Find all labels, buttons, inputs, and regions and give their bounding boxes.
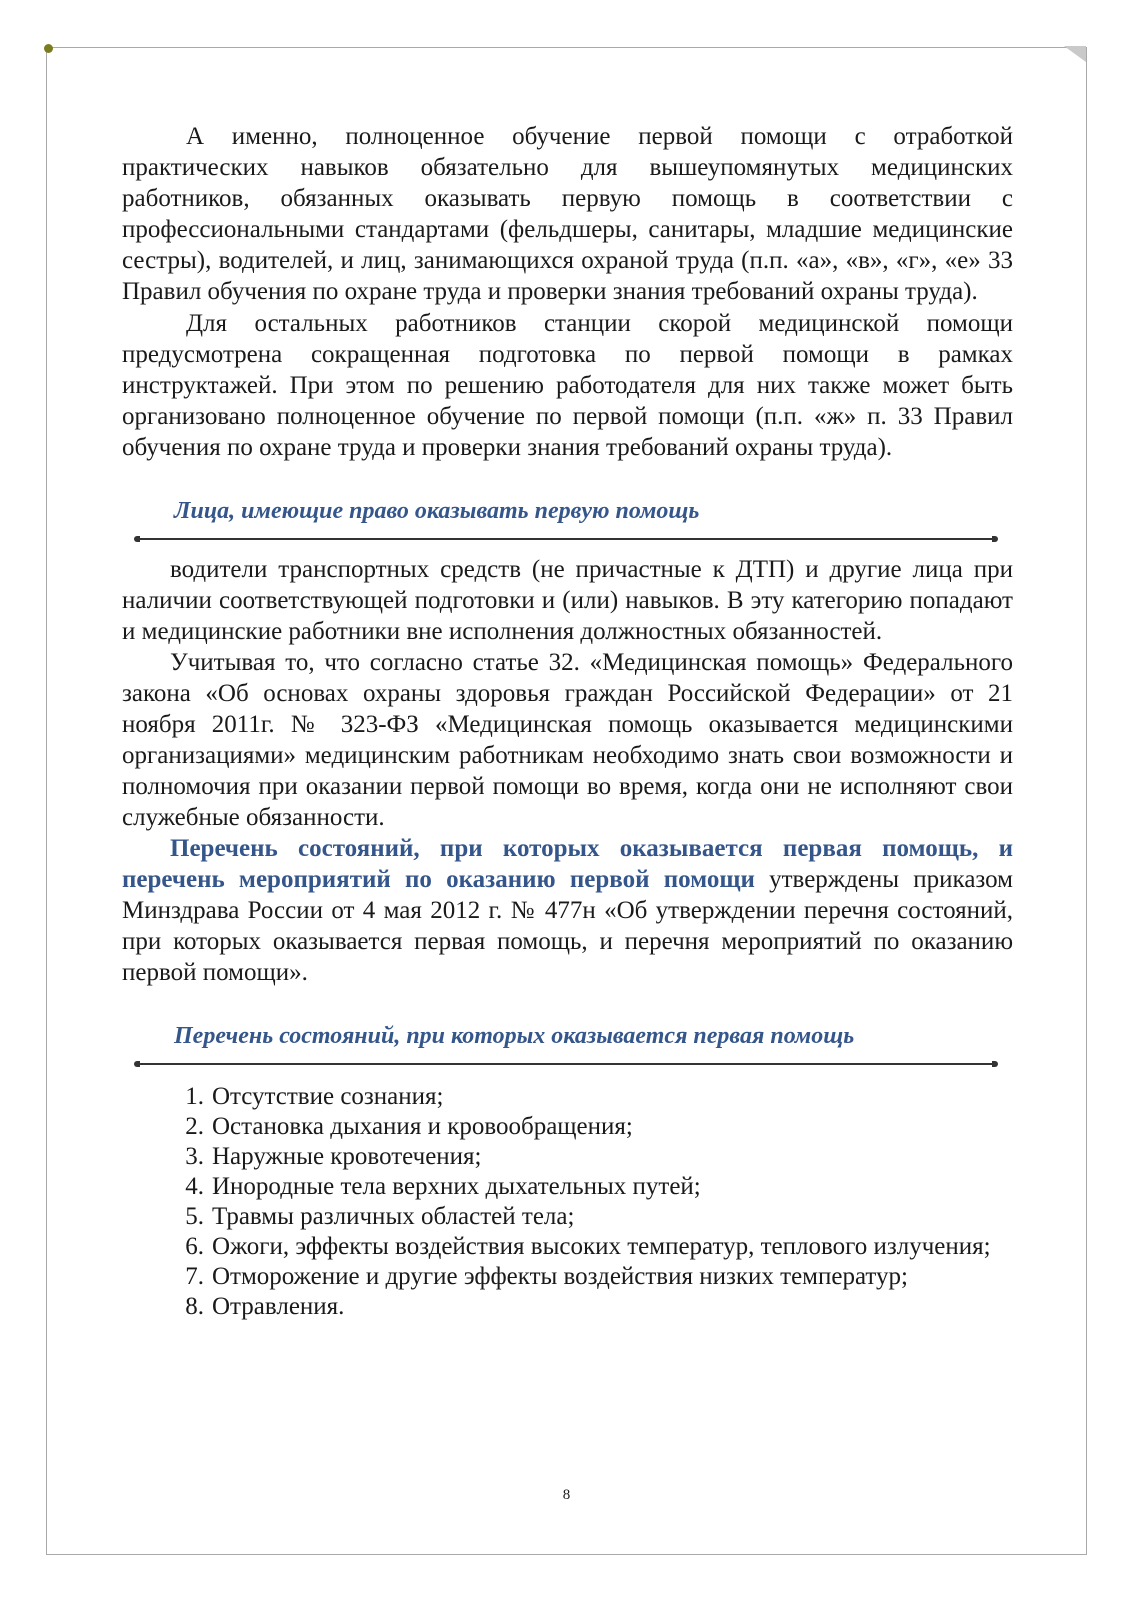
conditions-list xyxy=(122,1082,1013,1322)
list-item-number: 6. xyxy=(185,1233,204,1260)
section-1-paragraph-2: Учитывая то, что согласно статье 32. «Медицинская помощь» Федерального закона «Об основах охраны здоровья граждан Российской Федерации» от 21 ноября 2011г. № 323-ФЗ «Медицинская помощь оказывается медицинскими организациями» медицинским работникам необходимо знать свои возможности и полномочия при оказании первой помощи во время, когда они не исполняют свои служебные обязанности. xyxy=(122,649,1013,831)
list-item-text: Ожоги, эффекты воздействия высоких температур, теплового излучения; xyxy=(212,1233,991,1260)
list-item-text: Отморожение и другие эффекты воздействия низких температур; xyxy=(212,1263,908,1290)
list-item xyxy=(122,1112,1013,1142)
corner-marker-icon xyxy=(44,44,53,53)
list-item-number: 2. xyxy=(185,1113,204,1140)
section-1-paragraph-3 xyxy=(122,833,1013,988)
list-item xyxy=(122,1262,1013,1292)
list-item-text: Травмы различных областей тела; xyxy=(212,1203,575,1230)
intro-paragraph-1: А именно, полноценное обучение первой помощи с отработкой практических навыков обязательно для вышеупомянутых медицинских работников, обязанных оказывать первую помощь в соответствии с профессиональными стандартами (фельдшеры, санитары, младшие медицинские сестры), водителей, и лиц, занимающихся охраной труда (п.п. «а», «в», «г», «е» 33 Правил обучения по охране труда и проверки знания требований охраны труда). xyxy=(122,123,1013,305)
list-item-number: 1. xyxy=(185,1083,204,1110)
list-item-text: Отравления. xyxy=(212,1293,345,1320)
list-item-number: 3. xyxy=(185,1143,204,1170)
list-item-number: 5. xyxy=(185,1203,204,1230)
list-item-text: Отсутствие сознания; xyxy=(212,1083,444,1110)
list-item xyxy=(122,1142,1013,1172)
list-item xyxy=(122,1202,1013,1232)
list-item-number: 8. xyxy=(185,1293,204,1320)
highlighted-phrase: Перечень состояний, при которых оказывается первая помощь, и перечень мероприятий по оказанию первой помощи xyxy=(122,835,1013,893)
section-divider xyxy=(136,1060,996,1068)
list-item-text: Остановка дыхания и кровообращения; xyxy=(212,1113,633,1140)
section-1-paragraph-1: водители транспортных средств (не причастные к ДТП) и другие лица при наличии соответствующей подготовки и (или) навыков. В эту категорию попадают и медицинские работники вне исполнения должностных обязанностей. xyxy=(122,556,1013,645)
section-heading-persons: Лица, имеющие право оказывать первую помощь xyxy=(174,498,700,524)
list-item-text: Инородные тела верхних дыхательных путей; xyxy=(212,1173,701,1200)
list-item-number: 4. xyxy=(185,1173,204,1200)
document-content xyxy=(122,121,1013,1322)
list-item xyxy=(122,1232,1013,1262)
section-divider xyxy=(136,535,996,543)
list-item xyxy=(122,1292,1013,1322)
list-item xyxy=(122,1172,1013,1202)
list-item-text: Наружные кровотечения; xyxy=(212,1143,482,1170)
paragraph-3-rest: утверждены приказом Минздрава России от 4 мая 2012 г. № 477н «Об утверждении перечня состояний, при которых оказывается первая помощь, и перечня мероприятий по оказанию первой помощи». xyxy=(122,866,1013,986)
page-number: 8 xyxy=(562,1487,571,1503)
section-heading-conditions: Перечень состояний, при которых оказывается первая помощь xyxy=(174,1023,855,1049)
list-item-number: 7. xyxy=(185,1263,204,1290)
intro-paragraph-2: Для остальных работников станции скорой медицинской помощи предусмотрена сокращенная подготовка по первой помощи в рамках инструктажей. При этом по решению работодателя для них также может быть организовано полноценное обучение по первой помощи (п.п. «ж» п. 33 Правил обучения по охране труда и проверки знания требований охраны труда). xyxy=(122,310,1013,461)
list-item xyxy=(122,1082,1013,1112)
page-curl-icon xyxy=(1064,46,1086,62)
